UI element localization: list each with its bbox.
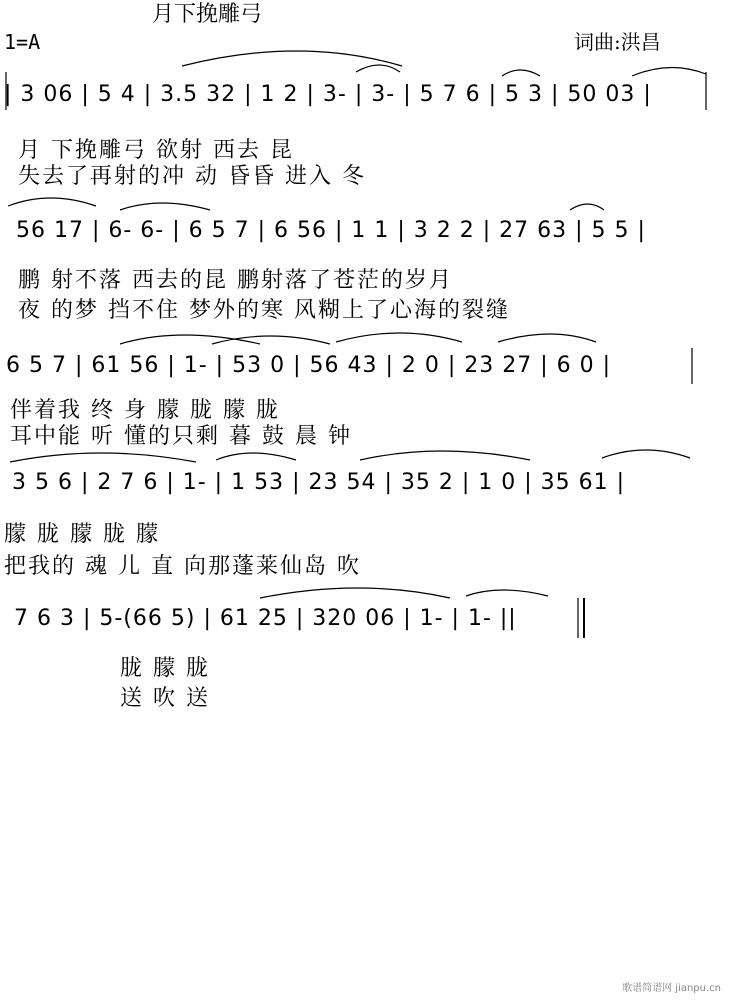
slur-row2-c xyxy=(570,204,604,210)
slur-row5-b xyxy=(466,590,548,596)
lyric-row-5-verse-1: 胧 朦 胧 xyxy=(120,656,210,681)
lyric-row-4-verse-1: 朦 胧 朦 胧 朦 xyxy=(4,522,160,547)
slur-row3-a xyxy=(120,335,260,344)
song-title: 月下挽雕弓 xyxy=(152,2,263,27)
lyric-row-5-verse-2: 送 吹 送 xyxy=(120,686,210,711)
slur-row4-c xyxy=(360,451,530,460)
slur-row3-b xyxy=(212,336,330,344)
slur-row1-c xyxy=(502,70,540,76)
lyric-row-2-verse-1: 鹏 射不落 西去的昆 鹏射落了苍茫的岁月 xyxy=(18,268,453,293)
lyric-row-2-verse-2: 夜 的梦 挡不住 梦外的寒 风糊上了心海的裂缝 xyxy=(18,298,510,323)
slur-row5-a xyxy=(260,588,450,598)
notation-row-1: | 3 06 | 5 4 | 3.5 32 | 1 2 | 3- | 3- | 5 7 6 | 5 3 | 50 03 | xyxy=(4,82,652,107)
slur-row3-d xyxy=(498,334,596,342)
slur-row2-a xyxy=(8,198,96,206)
slur-row4-a xyxy=(10,453,196,462)
lyric-row-3-verse-2: 耳中能 听 懂的只剩 暮 鼓 晨 钟 xyxy=(10,424,352,449)
lyric-row-4-verse-2: 把我的 魂 儿 直 向那蓬莱仙岛 吹 xyxy=(4,554,361,579)
notation-row-4: 3 5 6 | 2 7 6 | 1- | 1 53 | 23 54 | 35 2 | 1 0 | 35 61 | xyxy=(12,470,626,495)
slur-row4-d xyxy=(602,450,690,458)
slur-row3-c xyxy=(336,333,462,342)
lyric-row-1-verse-1: 月 下挽雕弓 欲射 西去 昆 xyxy=(18,138,294,163)
slur-row1-b xyxy=(356,65,400,72)
site-watermark: 歌谱简谱网 jianpu.cn xyxy=(622,983,721,994)
lyric-row-3-verse-1: 伴着我 终 身 朦 胧 朦 胧 xyxy=(10,398,280,423)
slur-row4-b xyxy=(216,453,296,460)
notation-row-5: 7 6 3 | 5-(66 5) | 61 25 | 320 06 | 1- | 1- || xyxy=(14,606,517,631)
composer-credit: 词曲:洪昌 xyxy=(574,30,661,54)
key-signature: 1=A xyxy=(4,30,41,54)
lyric-row-1-verse-2: 失去了再射的冲 动 昏昏 进入 冬 xyxy=(18,164,366,189)
notation-row-3: 6 5 7 | 61 56 | 1- | 53 0 | 56 43 | 2 0 | 23 27 | 6 0 | xyxy=(6,353,612,378)
slur-row1-a xyxy=(182,51,402,66)
slur-row1-d xyxy=(632,67,706,76)
notation-row-2: 56 17 | 6- 6- | 6 5 7 | 6 56 | 1 1 | 3 2 2 | 27 63 | 5 5 | xyxy=(16,218,646,243)
slur-row2-b xyxy=(120,203,210,210)
